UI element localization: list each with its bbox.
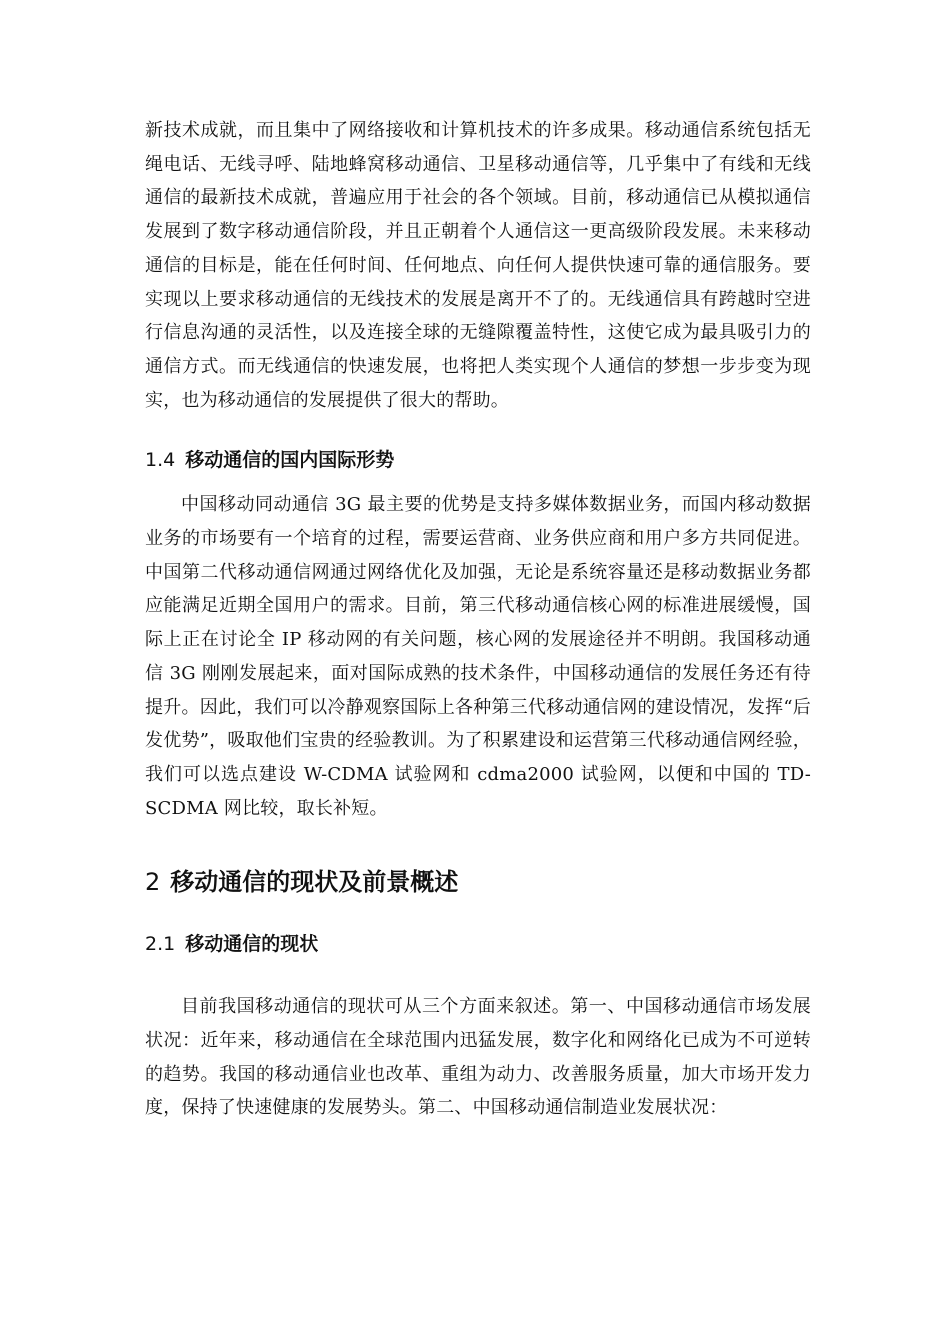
section-title: 移动通信的现状 (185, 933, 319, 956)
body-paragraph: 中国移动同动通信 3G 最主要的优势是支持多媒体数据业务，而国内移动数据业务的市场要有一个培育的过程，需要运营商、业务供应商和用户多方共同促进。中国第二代移动通信网通过网络优化及加强，无论是系统容量还是移动数据业务都应能满足近期全国用户的需求。目前，第三代移动通信核心网的标准进展缓慢，国际上正在讨论全 IP 移动网的有关问题，核心网的发展途径并不明朗。我国移动通信 3G 刚刚发展起来，面对国际成熟的技术条件，中国移动通信的发展任务还有待提升。因此，我们可以冷静观察国际上各种第三代移动通信网的建设情况，发挥“后发优势”，吸取他们宝贵的经验教训。为了积累建设和运营第三代移动通信网经验，我们可以选点建设 W-CDMA 试验网和 cdma2000 试验网，以便和中国的 TD-SCDMA 网比较，取长补短。 (145, 494, 811, 819)
section-heading-1-4 (145, 446, 811, 474)
chapter-title: 移动通信的现状及前景概述 (170, 868, 459, 897)
section-number: 1.4 (145, 449, 176, 472)
section-title: 移动通信的国内国际形势 (185, 449, 395, 472)
body-paragraph: 新技术成就，而且集中了网络接收和计算机技术的许多成果。移动通信系统包括无绳电话、无线寻呼、陆地蜂窝移动通信、卫星移动通信等，几乎集中了有线和无线通信的最新技术成就，普遍应用于社会的各个领域。目前，移动通信已从模拟通信发展到了数字移动通信阶段，并且正朝着个人通信这一更高级阶段发展。未来移动通信的目标是，能在任何时间、任何地点、向任何人提供快速可靠的通信服务。要实现以上要求移动通信的无线技术的发展是离开不了的。无线通信具有跨越时空进行信息沟通的灵活性，以及连接全球的无缝隙覆盖特性，这使它成为最具吸引力的通信方式。而无线通信的快速发展，也将把人类实现个人通信的梦想一步步变为现实，也为移动通信的发展提供了很大的帮助。 (145, 120, 811, 411)
chapter-number: 2 (145, 868, 161, 897)
section-number: 2.1 (145, 933, 176, 956)
document-body (145, 114, 811, 1125)
section-heading-2-1 (145, 930, 811, 958)
chapter-heading-2 (145, 865, 811, 899)
body-paragraph: 目前我国移动通信的现状可从三个方面来叙述。第一、中国移动通信市场发展状况：近年来，移动通信在全球范围内迅猛发展，数字化和网络化已成为不可逆转的趋势。我国的移动通信业也改革、重组为动力、改善服务质量，加大市场开发力度，保持了快速健康的发展势头。第二、中国移动通信制造业发展状况： (145, 996, 811, 1119)
